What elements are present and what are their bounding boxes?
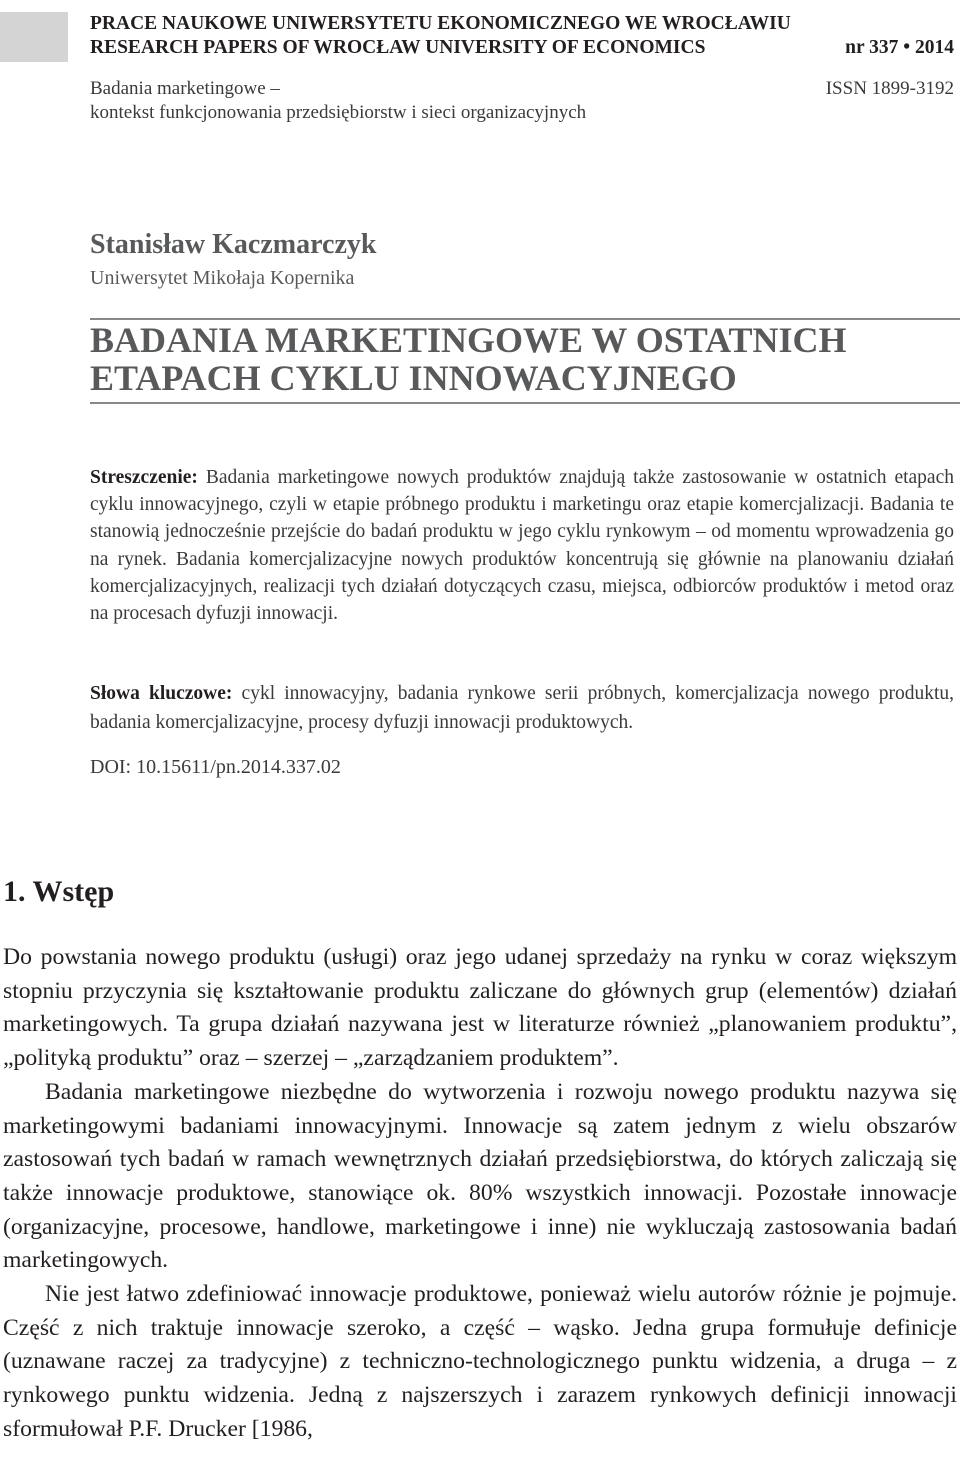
paragraph: Do powstania nowego produktu (usługi) oraz jego udanej sprzedaży na rynku w coraz większym stopniu przyczynia się kształtowanie produktu zaliczane do głównych grup (elementów) działań marketingowych. Ta grupa działań nazywana jest w literaturze również „planowaniem produktu”, „polityką produktu” oraz – szerzej – „zarządzaniem produktem”. bbox=[3, 944, 957, 1072]
author-name: Stanisław Kaczmarczyk bbox=[90, 229, 377, 260]
abstract-label: Streszczenie: bbox=[90, 467, 198, 488]
series-line1: Badania marketingowe – bbox=[90, 78, 280, 99]
abstract bbox=[90, 464, 954, 627]
section-heading: 1. Wstęp bbox=[3, 875, 115, 908]
title-bottom-rule bbox=[90, 402, 960, 404]
paragraph: Badania marketingowe niezbędne do wytworzenia i rozwoju nowego produktu nazywa się marketingowymi badaniami innowacyjnymi. Innowacje są zatem jednym z wielu obszarów zastosowań tych badań w ramach wewnętrznych działań przedsiębiorstwa, do których zaliczają się także innowacje produktowe, stanowiące ok. 80% wszystkich innowacji. Pozostałe innowacje (organizacyjne, procesowe, handlowe, marketingowe i inne) nie wykluczają zastosowania badań marketingowych. bbox=[3, 1078, 957, 1274]
journal-title-en-row bbox=[90, 36, 954, 60]
journal-title-en: RESEARCH PAPERS OF WROCŁAW UNIVERSITY OF ECONOMICS bbox=[90, 37, 706, 58]
article-title-line2: ETAPACH CYKLU INNOWACYJNEGO bbox=[90, 358, 737, 398]
issn: ISSN 1899-3192 bbox=[825, 78, 954, 99]
series-line2: kontekst funkcjonowania przedsiębiorstw i sieci organizacyjnych bbox=[90, 102, 587, 123]
doi: DOI: 10.15611/pn.2014.337.02 bbox=[90, 756, 341, 778]
article-title-line1: BADANIA MARKETINGOWE W OSTATNICH bbox=[90, 320, 847, 360]
author-affiliation: Uniwersytet Mikołaja Kopernika bbox=[90, 267, 355, 289]
series-row bbox=[90, 77, 954, 101]
article-title bbox=[90, 321, 846, 397]
keywords-text: cykl innowacyjny, badania rynkowe serii próbnych, komercjalizacja nowego produktu, badania komercjalizacyjne, procesy dyfuzji innowacji produktowych. bbox=[90, 683, 954, 733]
header-gray-box bbox=[0, 12, 68, 62]
issue-number: nr 337 • 2014 bbox=[845, 37, 954, 58]
paragraph: Nie jest łatwo zdefiniować innowacje produktowe, ponieważ wielu autorów różnie je pojmuje. Część z nich traktuje innowacje szeroko, a część – wąsko. Jedna grupa formułuje definicje (uznawane raczej za tradycyjne) z techniczno-technologicznego punktu widzenia, a druga – z rynkowego punktu widzenia. Jedną z najszerszych i zarazem rynkowych definicji innowacji sformułował P.F. Drucker [1986, bbox=[3, 1281, 957, 1442]
abstract-text: Badania marketingowe nowych produktów znajdują także zastosowanie w ostatnich etapach cyklu innowacyjnego, czyli w etapie próbnego produktu i marketingu oraz etapie komercjalizacji. Badania te stanowią jednocześnie przejście do badań produktu w jego cyklu rynkowym – od momentu wprowadzenia go na rynek. Badania komercjalizacyjne nowych produktów koncentrują się głównie na planowaniu działań komercjalizacyjnych, realizacji tych działań dotyczących czasu, miejsca, odbiorców produktów i metod oraz na procesach dyfuzji innowacji. bbox=[90, 467, 954, 625]
keywords bbox=[90, 679, 954, 737]
journal-title-pl: PRACE NAUKOWE UNIWERSYTETU EKONOMICZNEGO WE WROCŁAWIU bbox=[90, 13, 791, 34]
body-text bbox=[3, 941, 957, 1447]
keywords-label: Słowa kluczowe: bbox=[90, 683, 233, 704]
